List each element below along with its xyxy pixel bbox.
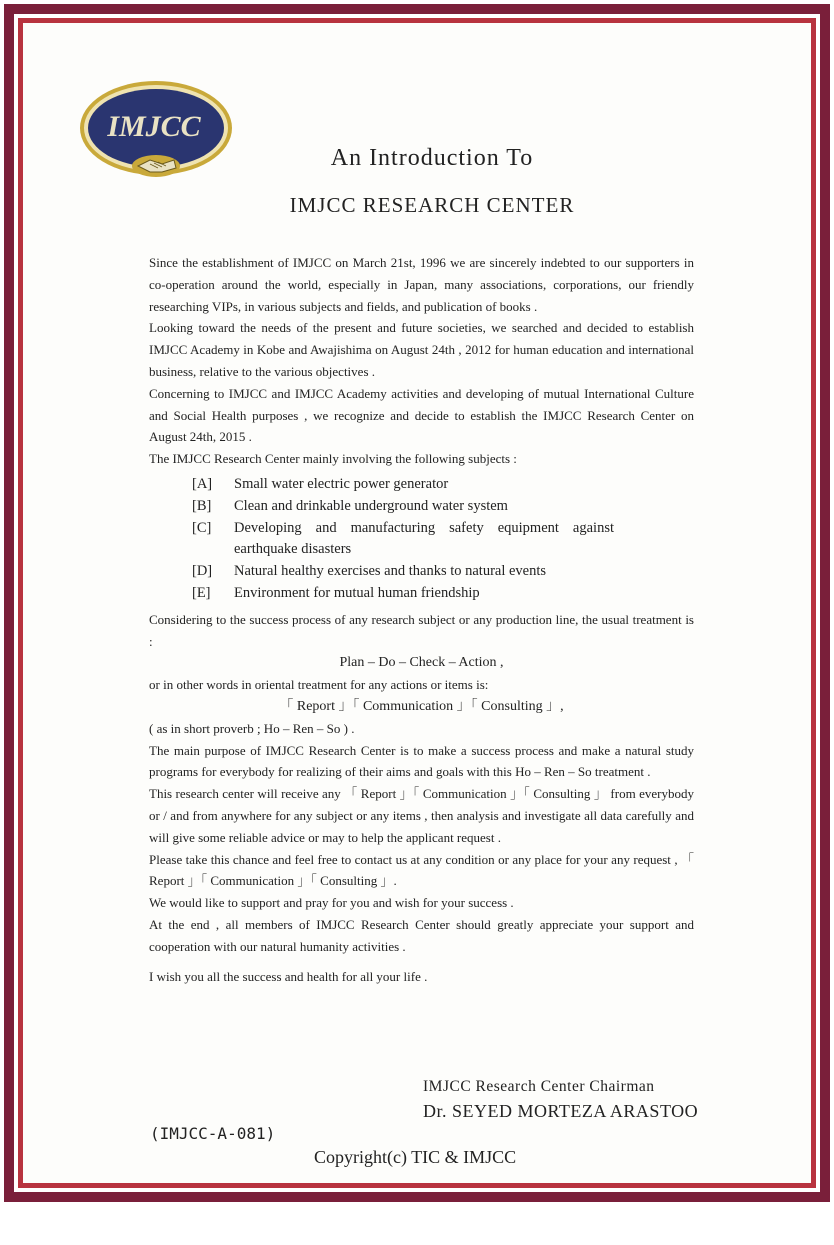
proverb-line: ( as in short proverb ; Ho – Ren – So ) .: [149, 720, 355, 736]
paragraph-subjects-intro: The IMJCC Research Center mainly involving the following subjects :: [149, 451, 517, 467]
list-key: [D]: [192, 563, 213, 580]
list-text: Small water electric power generator: [234, 475, 449, 492]
paragraph-purpose: The main purpose of IMJCC Research Center is to make a success process and make a natural study programs for everybody for realizing of their aims and goals with this Ho – Ren – So treatment .: [149, 742, 694, 780]
paragraph-research-center: Concerning to IMJCC and IMJCC Academy activities and developing of mutual International Culture and Social Health purposes , we recognize and decide to establish the IMJCC Research Center on August 24th, 2015 .: [149, 385, 694, 445]
paragraph-considering: Considering to the success process of any research subject or any production line, the usual treatment is :: [149, 611, 694, 649]
paragraph-appreciate: At the end , all members of IMJCC Research Center should greatly appreciate your support and cooperation with our natural humanity activities .: [149, 916, 694, 954]
list-item: [192, 496, 694, 518]
page-subtitle: IMJCC RESEARCH CENTER: [289, 193, 575, 217]
page-title: An Introduction To: [330, 145, 534, 171]
list-item: [192, 518, 694, 562]
paragraph-academy: Looking toward the needs of the present and future societies, we searched and decided to establish IMJCC Academy in Kobe and Awajishima on August 24th , 2012 for human education and international business, relative to the various objectives .: [149, 320, 694, 379]
list-key: [C]: [192, 519, 212, 536]
list-text: Natural healthy exercises and thanks to natural events: [234, 563, 547, 580]
report-line: 「 Report 」「 Communication 」「 Consulting 」,: [279, 698, 564, 714]
paragraph-establishment: Since the establishment of IMJCC on March 21st, 1996 we are sincerely indebted to our supporters in co-operation around the world, especially in Japan, many associations, corporations, our friendly researching VIPs, in various subjects and fields, and publication of books .: [149, 255, 694, 314]
paragraph-oriental: or in other words in oriental treatment for any actions or items is:: [149, 677, 489, 693]
paragraph-receive: This research center will receive any 「 Report 」「 Communication 」「 Consulting 」 from everybody or / and from anywhere for any subject or any items , then analysis and investigate all data carefully and will give some reliable advice or may to help the applicant request .: [149, 786, 694, 845]
list-key: [E]: [192, 584, 211, 601]
paragraph-support: We would like to support and pray for you and wish for your success .: [149, 895, 514, 911]
document-code: (IMJCC-A-081): [150, 1124, 276, 1143]
list-key: [B]: [192, 497, 212, 514]
list-text: Environment for mutual human friendship: [234, 584, 480, 601]
pdca-line: Plan – Do – Check – Action ,: [339, 655, 504, 671]
logo-text: IMJCC: [107, 110, 201, 143]
list-key: [A]: [192, 475, 213, 492]
closing-line: I wish you all the success and health for all your life .: [149, 968, 428, 984]
list-item: [192, 474, 694, 496]
letter-body: [149, 252, 694, 987]
list-text: Clean and drinkable underground water system: [234, 497, 508, 514]
list-text: Developing and manufacturing safety equipment against earthquake disasters: [234, 519, 614, 558]
subject-list: [192, 474, 694, 605]
signature-title: IMJCC Research Center Chairman: [423, 1078, 655, 1095]
list-item: [192, 583, 694, 605]
signature-name: Dr. SEYED MORTEZA ARASTOO: [423, 1101, 699, 1121]
copyright-notice: Copyright(c) TIC & IMJCC: [314, 1147, 517, 1167]
list-item: [192, 561, 694, 583]
paragraph-contact: Please take this chance and feel free to contact us at any condition or any place for your any request , 「 Report 」「 Communication 」「 Consulting 」.: [149, 851, 694, 889]
